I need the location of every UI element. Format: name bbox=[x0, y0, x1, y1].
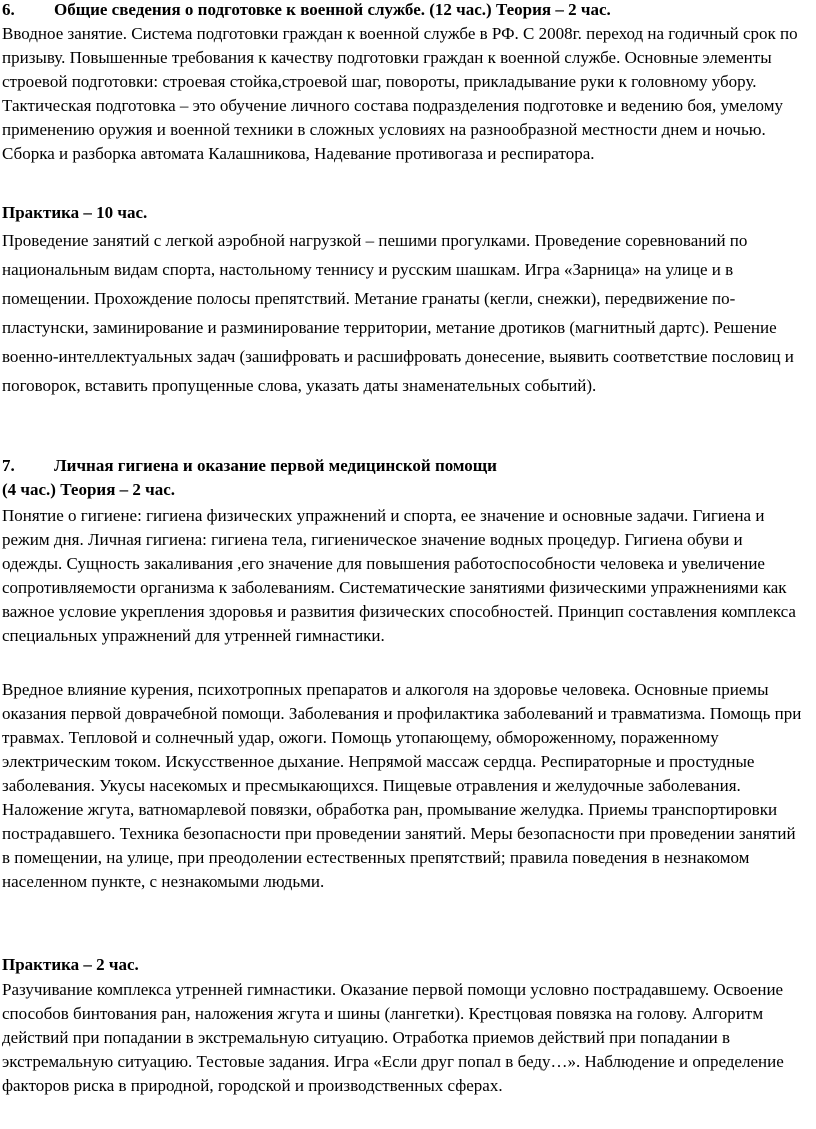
section-7-theory-paragraph-1: Понятие о гигиене: гигиена физических упражнений и спорта, ее значение и основные задачи. Гигиена и режим дня. Личная гигиена: гигиена тела, гигиеническое значение водных процедур. Гигиена обуви и одежды. Сущность закаливания ,его значение для повышения работоспособности человека и увеличение сопротивляемости организма к заболеваниям. Систематические занятиями физическими упражнениями как важное условие укрепления здоровья и развития физических способностей. Принцип составления комплекса специальных упражнений для утренней гимнастики. bbox=[2, 506, 796, 645]
section-6-heading bbox=[2, 0, 802, 22]
section-7-theory-paragraph-2: Вредное влияние курения, психотропных препаратов и алкоголя на здоровье человека. Основные приемы оказания первой доврачебной помощи. Заболевания и профилактика заболеваний и травматизма. Помощь при травмах. Тепловой и солнечный удар, ожоги. Помощь утопающему, обмороженному, пораженному электрическим током. Искусственное дыхание. Непрямой массаж сердца. Респираторные и простудные заболевания. Укусы насекомых и пресмыкающихся. Пищевые отравления и желудочные заболевания. Наложение жгута, ватномарлевой повязки, обработка ран, промывание желудка. Приемы транспортировки пострадавшего. Техника безопасности при проведении занятий. Меры безопасности при проведении занятий в помещении, на улице, при преодолении естественных препятствий; правила поведения в незнакомом населенном пункте, с незнакомыми людьми. bbox=[2, 680, 802, 891]
section-6-practice-heading: Практика – 10 час. bbox=[2, 203, 148, 222]
section-6-theory-paragraph: Вводное занятие. Система подготовки граждан к военной службе в РФ. С 2008г. переход на годичный срок по призыву. Повышенные требования к качеству подготовки граждан к военной службе. Основные элементы строевой подготовки: строевая стойка,строевой шаг, повороты, прикладывание руки к головному убору. Тактическая подготовка – это обучение личного состава подразделения подготовке и ведению боя, умелому применению оружия и военной техники в сложных условиях на разнообразной местности днем и ночью. Сборка и разборка автомата Калашникова, Надевание противогаза и респиратора. bbox=[2, 24, 798, 163]
section-7-number: 7. bbox=[2, 456, 15, 475]
section-7-practice-paragraph: Разучивание комплекса утренней гимнастики. Оказание первой помощи условно пострадавшему. Освоение способов бинтования ран, наложения жгута и шины (лангетки). Крестцовая повязка на голову. Алгоритм действий при попадании в экстремальную ситуацию. Отработка приемов действий при попадании в экстремальную ситуацию. Тестовые задания. Игра «Если друг попал в беду…». Наблюдение и определение факторов риска в природной, городской и производственных сферах. bbox=[2, 980, 784, 1095]
section-6-number: 6. bbox=[2, 0, 15, 19]
section-7-heading bbox=[2, 454, 802, 478]
section-6-title: Общие сведения о подготовке к военной службе. (12 час.) Теория – 2 час. bbox=[54, 0, 611, 19]
section-7-title: Личная гигиена и оказание первой медицинской помощи bbox=[54, 456, 497, 475]
section-7-practice-heading: Практика – 2 час. bbox=[2, 955, 139, 974]
section-6-practice-paragraph: Проведение занятий с легкой аэробной нагрузкой – пешими прогулками. Проведение соревнований по национальным видам спорта, настольному теннису и русским шашкам. Игра «Зарница» на улице и в помещении. Прохождение полосы препятствий. Метание гранаты (кегли, снежки), передвижение по-пластунски, заминирование и разминирование территории, метание дротиков (магнитный дартс). Решение военно-интеллектуальных задач (зашифровать и расшифровать донесение, выявить соответствие пословиц и поговорок, вставить пропущенные слова, указать даты знаменательных событий). bbox=[2, 231, 794, 395]
section-7-subtitle: (4 час.) Теория – 2 час. bbox=[2, 480, 176, 499]
